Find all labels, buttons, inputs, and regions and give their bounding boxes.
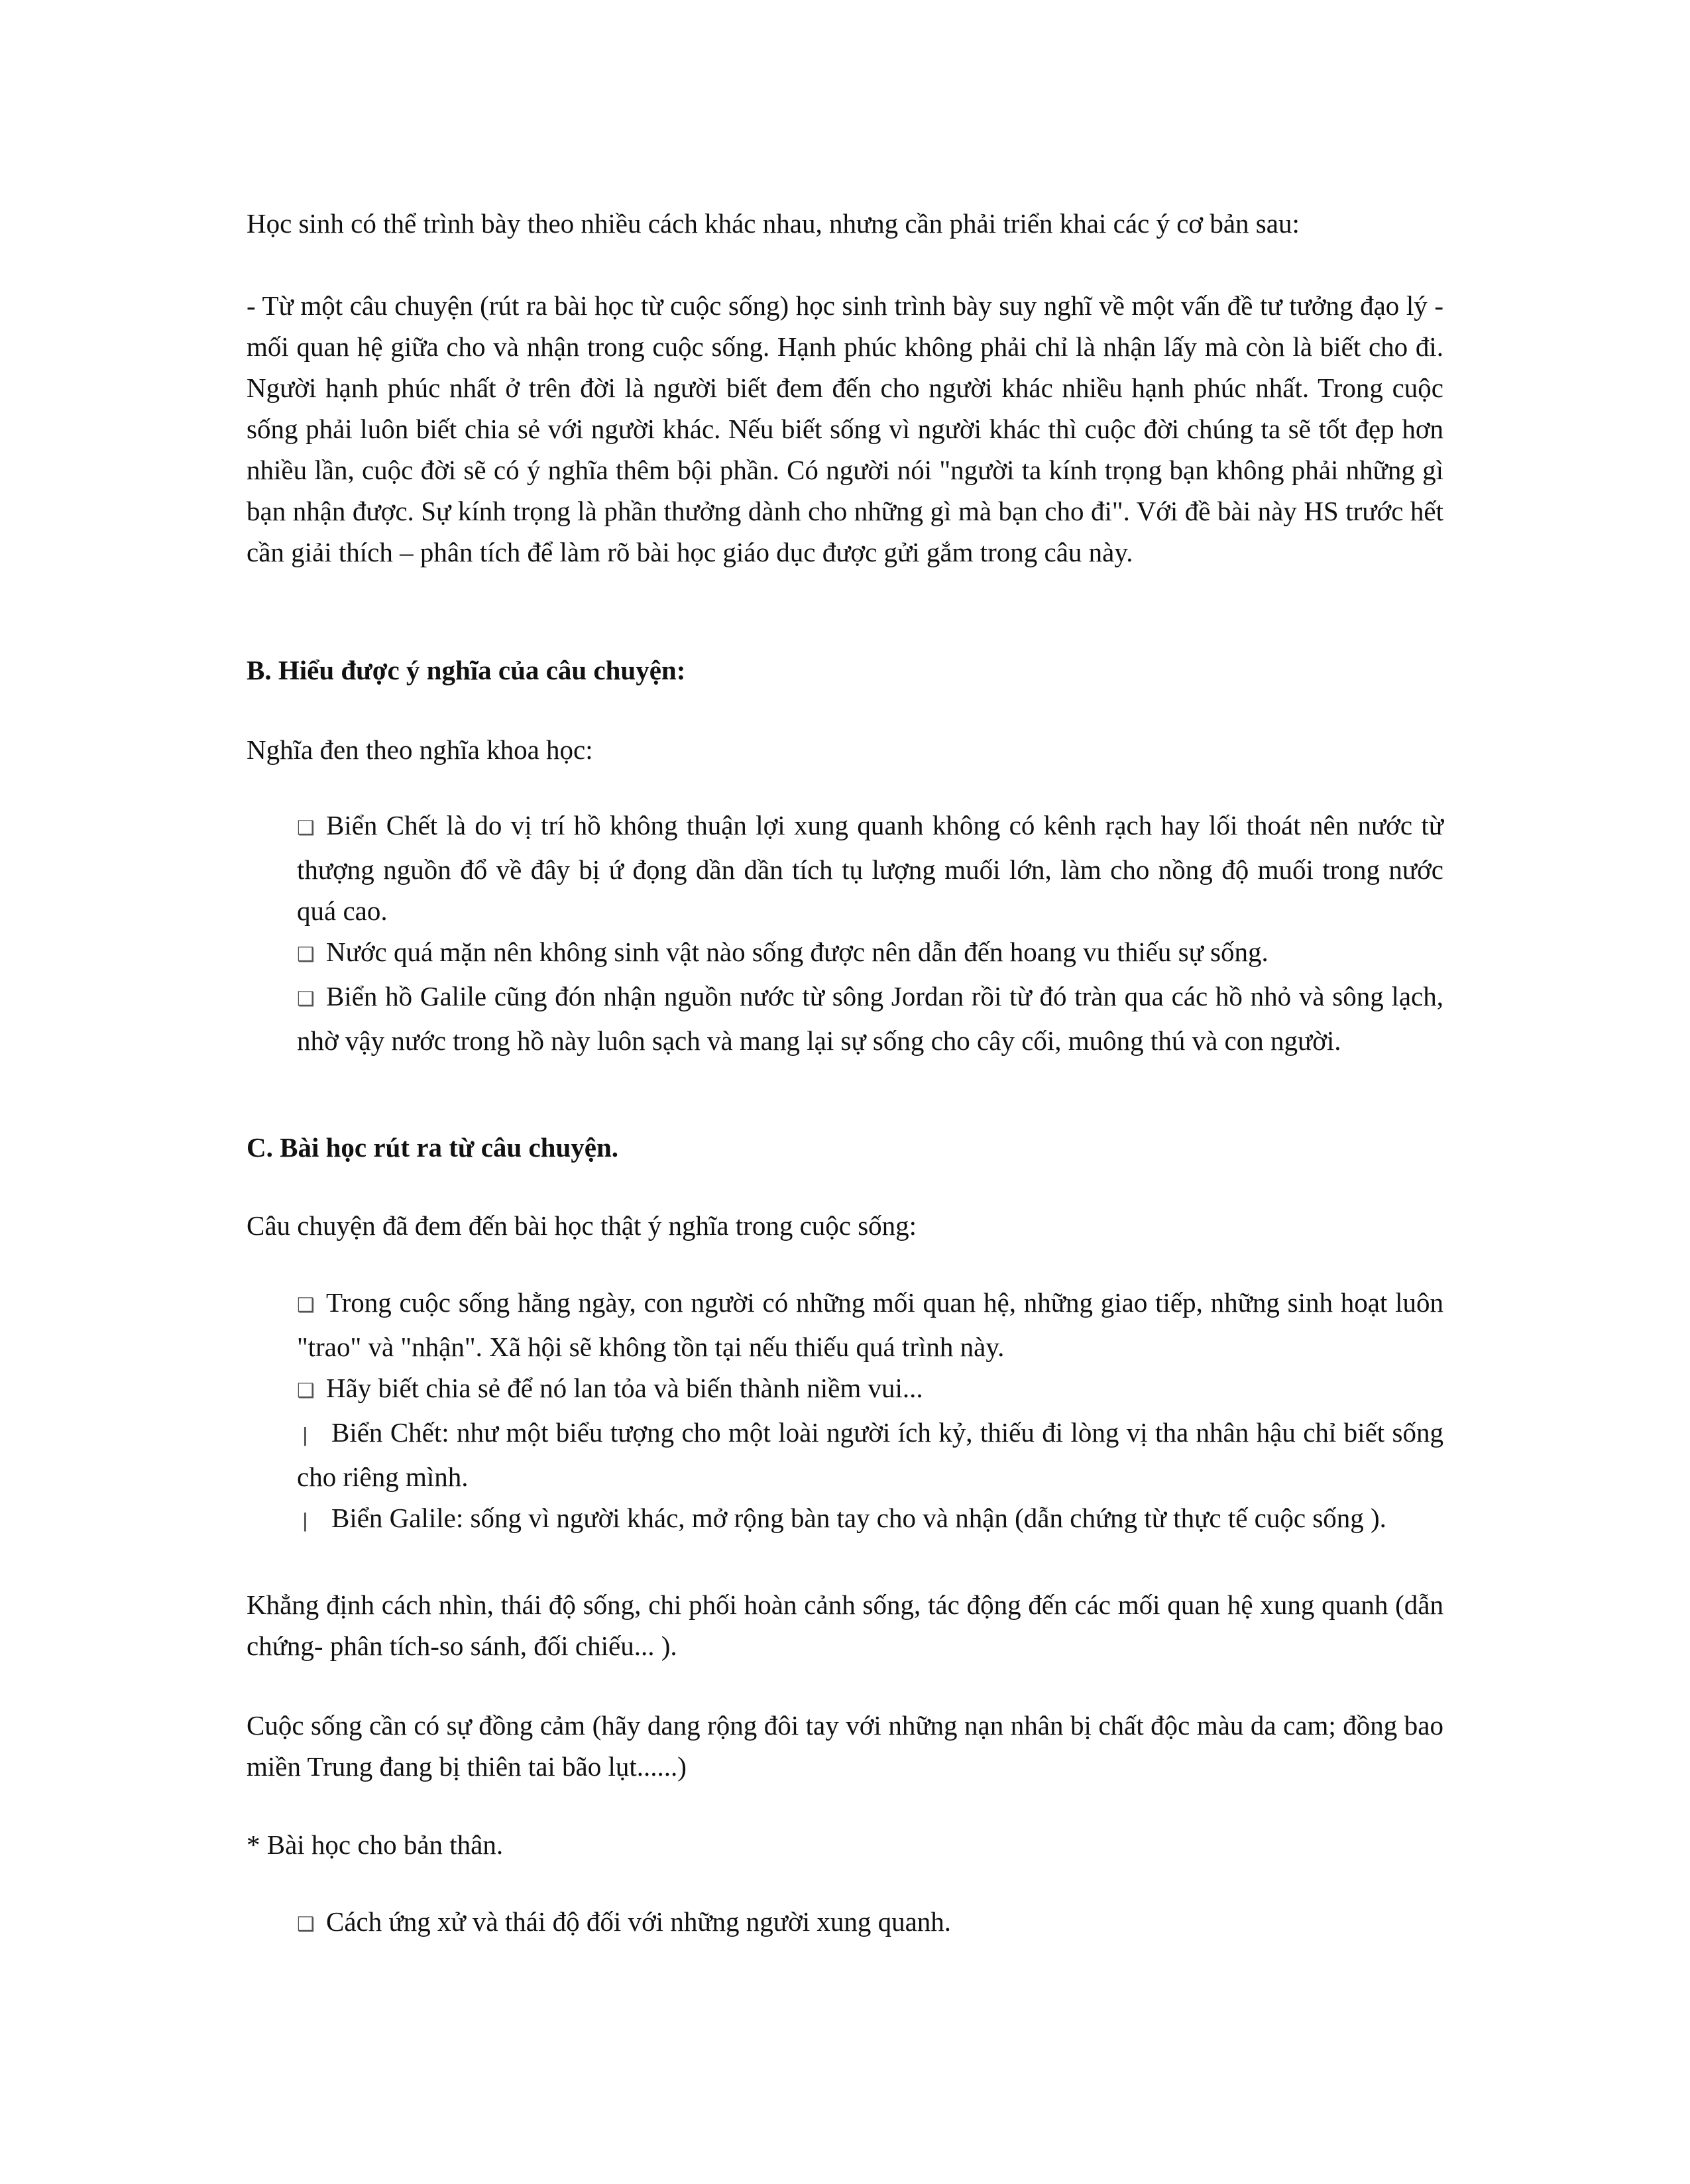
list-item <box>297 1367 1443 1412</box>
list-item-text: Biển Galile: sống vì người khác, mở rộng bàn tay cho và nhận (dẫn chứng từ thực tế cuộc sống ). <box>331 1503 1386 1533</box>
section-c-heading: C. Bài học rút ra từ câu chuyện. <box>247 1132 619 1163</box>
list-item <box>297 805 1443 931</box>
bar-bullet-icon: ǀ <box>302 1509 308 1532</box>
bar-bullet-icon: ǀ <box>302 1424 308 1447</box>
section-b-lead: Nghĩa đen theo nghĩa khoa học: <box>247 734 593 765</box>
checkbox-bullet-icon: ❑ <box>297 1294 315 1317</box>
list-item <box>297 976 1443 1061</box>
section-b-bullets <box>297 805 1443 1061</box>
affirm-paragraph: Khẳng định cách nhìn, thái độ sống, chi phối hoàn cảnh sống, tác động đến các mối quan hệ xung quanh (dẫn chứng- phân tích-so sánh, đối chiếu... ). <box>247 1589 1443 1661</box>
list-item-text: Biển hồ Galile cũng đón nhận nguồn nước từ sông Jordan rồi từ đó tràn qua các hồ nhỏ và sông lạch, nhờ vậy nước trong hồ này luôn sạch và mang lại sự sống cho cây cối, muông thú và con người. <box>297 981 1443 1056</box>
checkbox-bullet-icon: ❑ <box>297 943 315 966</box>
list-item-text: Cách ứng xử và thái độ đối với những người xung quanh. <box>326 1906 952 1937</box>
self-lesson-bullets <box>297 1901 1443 1945</box>
section-b-heading: B. Hiểu được ý nghĩa của câu chuyện: <box>247 655 686 685</box>
checkbox-bullet-icon: ❑ <box>297 817 315 840</box>
section-c-bullets <box>297 1282 1443 1542</box>
list-item-text: Hãy biết chia sẻ để nó lan tỏa và biến thành niềm vui... <box>326 1373 923 1403</box>
intro-paragraph: Học sinh có thể trình bày theo nhiều cách khác nhau, nhưng cần phải triển khai các ý cơ bản sau: <box>247 208 1300 239</box>
list-item-text: Biển Chết: như một biểu tượng cho một loài người ích kỷ, thiếu đi lòng vị tha nhân hậu chỉ biết sống cho riêng mình. <box>297 1417 1443 1492</box>
list-item <box>297 931 1443 976</box>
list-item <box>297 1901 1443 1945</box>
list-item <box>297 1282 1443 1367</box>
list-item <box>297 1412 1443 1497</box>
empathy-paragraph: Cuộc sống cần có sự đồng cảm (hãy dang rộng đôi tay với những nạn nhân bị chất độc màu da cam; đồng bao miền Trung đang bị thiên tai bão lụt......) <box>247 1710 1443 1782</box>
list-item-text: Trong cuộc sống hằng ngày, con người có những mối quan hệ, những giao tiếp, những sinh hoạt luôn "trao" và "nhận". Xã hội sẽ không tồn tại nếu thiếu quá trình này. <box>297 1287 1443 1362</box>
checkbox-bullet-icon: ❑ <box>297 988 315 1011</box>
list-item <box>297 1497 1443 1542</box>
checkbox-bullet-icon: ❑ <box>297 1379 315 1403</box>
self-lesson-heading: * Bài học cho bản thân. <box>247 1829 504 1860</box>
list-item-text: Nước quá mặn nên không sinh vật nào sống được nên dẫn đến hoang vu thiếu sự sống. <box>326 937 1268 967</box>
list-item-text: Biển Chết là do vị trí hồ không thuận lợi xung quanh không có kênh rạch hay lối thoát nên nước từ thượng nguồn đổ về đây bị ứ đọng dần dần tích tụ lượng muối lớn, làm cho nồng độ muối trong nước quá cao. <box>297 810 1443 926</box>
paragraph-a: - Từ một câu chuyện (rút ra bài học từ cuộc sống) học sinh trình bày suy nghĩ về một vấn đề tư tưởng đạo lý - mối quan hệ giữa cho và nhận trong cuộc sống. Hạnh phúc không phải chỉ là nhận lấy mà còn là biết cho đi. Người hạnh phúc nhất ở trên đời là người biết đem đến cho người khác nhiều hạnh phúc nhất. Trong cuộc sống phải luôn biết chia sẻ với người khác. Nếu biết sống vì người khác thì cuộc đời chúng ta sẽ tốt đẹp hơn nhiều lần, cuộc đời sẽ có ý nghĩa thêm bội phần. Có người nói "người ta kính trọng bạn không phải những gì bạn nhận được. Sự kính trọng là phần thưởng dành cho những gì mà bạn cho đi". Với đề bài này HS trước hết cần giải thích – phân tích để làm rõ bài học giáo dục được gửi gắm trong câu này. <box>247 290 1443 567</box>
section-c-lead: Câu chuyện đã đem đến bài học thật ý nghĩa trong cuộc sống: <box>247 1210 917 1241</box>
checkbox-bullet-icon: ❑ <box>297 1913 315 1936</box>
